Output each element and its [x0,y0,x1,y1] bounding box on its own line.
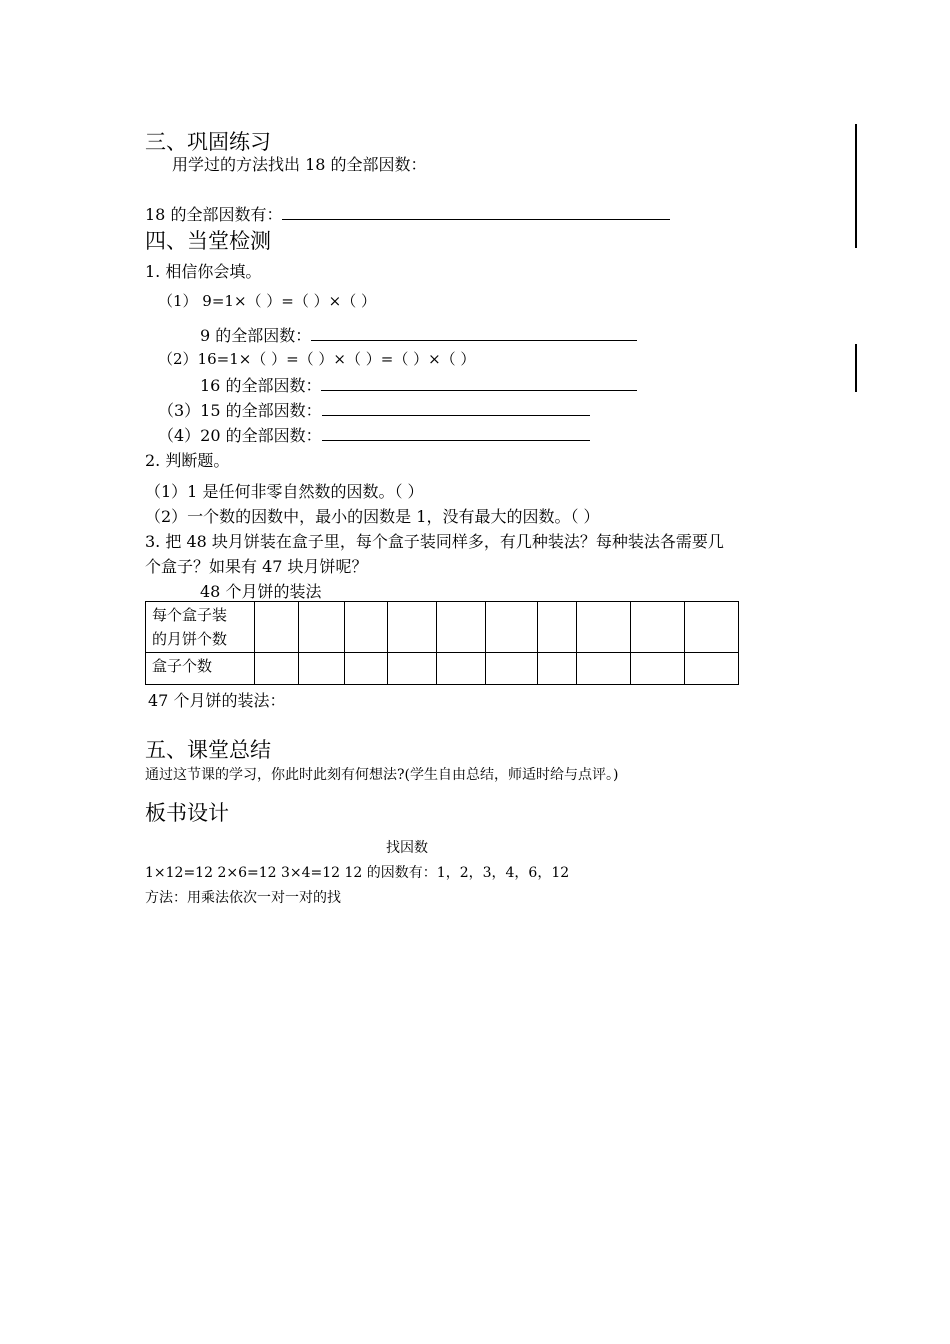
answer-blank[interactable] [282,202,670,220]
q2-item2: （2）一个数的因数中，最小的因数是 1，没有最大的因数。（ ） [145,507,600,526]
table-row [146,602,739,653]
q1-item2-blank[interactable] [321,373,637,391]
q1-title: 1. 相信你会填。 [145,262,262,281]
section3-answer-label: 18 的全部因数有： [145,205,283,224]
q1-item3-label: （3）15 的全部因数： [158,401,322,420]
q1-item2: （2）16=1×（ ）=（ ）×（ ）=（ ）×（ ） [158,350,476,368]
section5-heading: 五、课堂总结 [145,738,271,762]
section3-answer-line [145,202,670,225]
table-cell[interactable] [538,602,577,653]
table-cell[interactable] [387,602,436,653]
table-cell[interactable] [298,602,344,653]
board-heading: 板书设计 [145,801,229,825]
table-cell[interactable] [344,602,387,653]
q1-item1: （1） 9=1×（ ）=（ ）×（ ） [158,292,376,310]
q1-item2-factors-label: 16 的全部因数： [200,376,322,395]
q3-line1: 3. 把 48 块月饼装在盒子里，每个盒子装同样多，有几种装法？每种装法各需要几 [145,532,724,551]
table-cell[interactable] [577,602,631,653]
table-cell[interactable] [254,653,298,685]
row2-label-cell: 盒子个数 [146,653,255,685]
table-cell[interactable] [685,602,739,653]
row1-label-cell [146,602,255,653]
table-cell[interactable] [436,602,486,653]
q1-item4-blank[interactable] [322,423,590,441]
board-title: 找因数 [386,840,428,856]
section3-instruction: 用学过的方法找出 18 的全部因数： [172,155,427,174]
table-cell[interactable] [685,653,739,685]
q1-item4-label: （4）20 的全部因数： [158,426,322,445]
table-cell[interactable] [577,653,631,685]
table-cell[interactable] [387,653,436,685]
q3-table-caption: 48 个月饼的装法 [200,582,322,601]
table-cell[interactable] [538,653,577,685]
table-cell[interactable] [631,653,685,685]
q1-item1-factors-label: 9 的全部因数： [200,326,312,345]
q1-item1-blank[interactable] [311,323,637,341]
table-cell[interactable] [486,653,538,685]
table-cell[interactable] [298,653,344,685]
q1-item3-line [158,398,590,421]
row1-label-line2: 的月饼个数 [152,630,228,648]
board-line2: 方法：用乘法依次一对一对的找 [145,890,341,906]
q1-item3-blank[interactable] [322,398,590,416]
row1-label-line1: 每个盒子装 [152,606,228,624]
table-cell[interactable] [436,653,486,685]
q2-item1: （1）1 是任何非零自然数的因数。（ ） [145,482,424,501]
q1-item1-factors-line [200,323,637,346]
q1-item4-line [158,423,590,446]
q1-item2-factors-line [200,373,637,396]
board-line1: 1×12=12 2×6=12 3×4=12 12 的因数有：1，2，3，4，6，12 [145,865,570,881]
q2-title: 2. 判断题。 [145,451,230,470]
q3-after-table: 47 个月饼的装法： [148,691,286,710]
section5-text: 通过这节课的学习，你此时此刻有何想法?(学生自由总结，师适时给与点评。) [145,767,619,783]
table-cell[interactable] [254,602,298,653]
table-cell[interactable] [486,602,538,653]
table-cell[interactable] [344,653,387,685]
margin-bar-bottom [855,344,857,392]
section4-heading: 四、当堂检测 [145,229,271,253]
q3-line2: 个盒子？如果有 47 块月饼呢？ [145,557,368,576]
table-row [146,653,739,685]
table-cell[interactable] [631,602,685,653]
section3-heading: 三、巩固练习 [145,130,271,154]
margin-bar-top [855,124,857,248]
mooncake-packing-table [145,601,739,685]
